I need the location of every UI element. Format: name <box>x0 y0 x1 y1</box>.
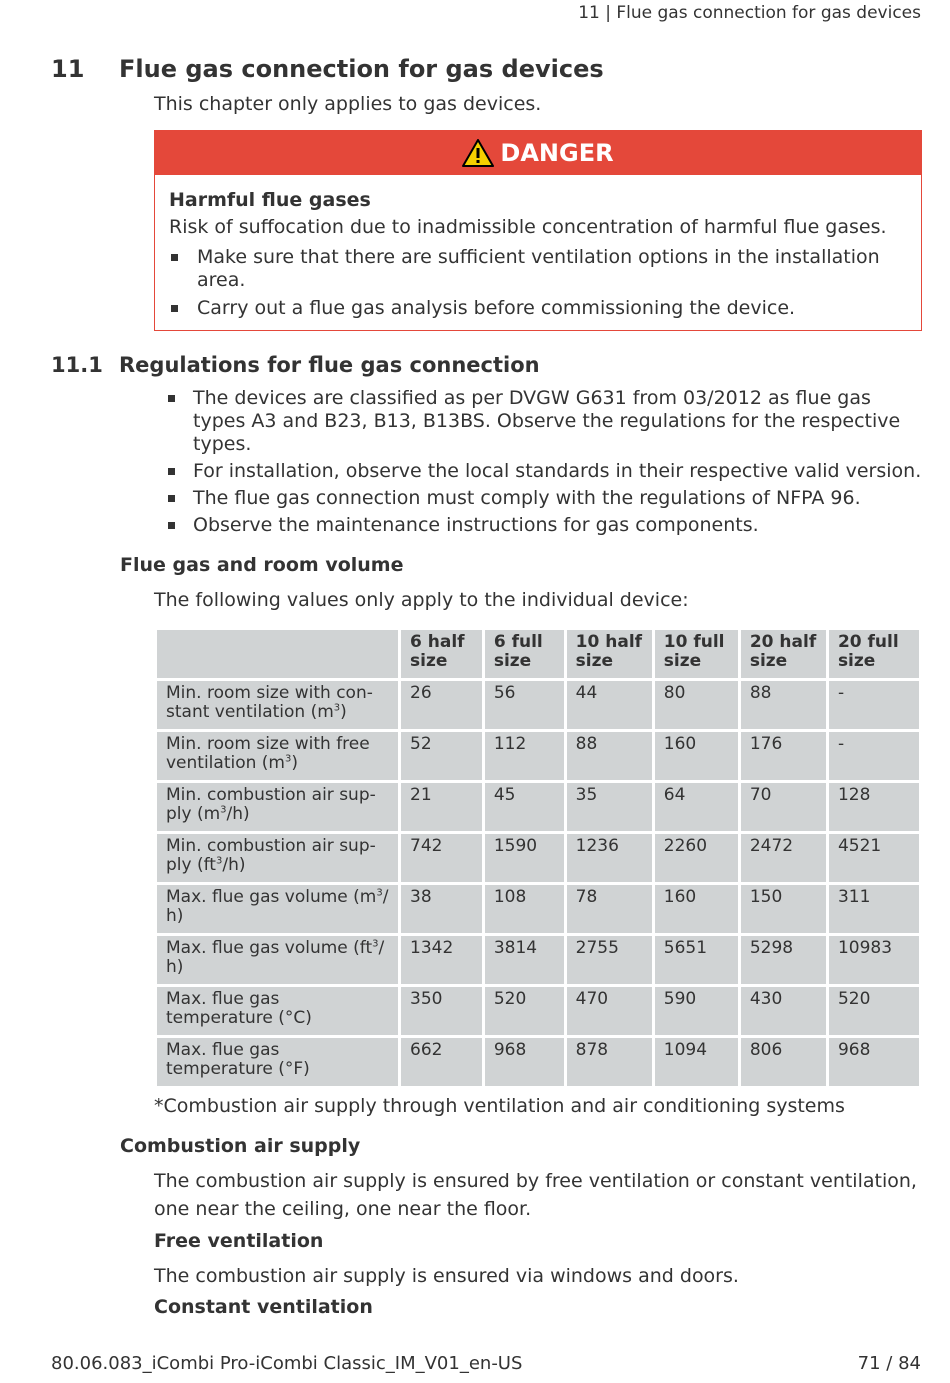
column-header: 20 full size <box>829 630 919 678</box>
section-number: 11.1 <box>51 353 103 377</box>
table-cell: 26 <box>401 681 482 729</box>
row-label: Max. flue gas volume ($m^3/$ h) <box>157 885 398 933</box>
table-cell: 44 <box>567 681 652 729</box>
table-row <box>157 1038 919 1086</box>
table-cell: 470 <box>567 987 652 1035</box>
regulations-list <box>166 387 926 541</box>
column-header: 20 half size <box>741 630 826 678</box>
table-cell: 160 <box>655 885 738 933</box>
section-title: Regulations for flue gas connection <box>119 353 540 377</box>
table-cell: 311 <box>829 885 919 933</box>
flue-gas-intro: The following values only apply to the individual device: <box>154 589 689 611</box>
table-cell: 4521 <box>829 834 919 882</box>
table-cell: 878 <box>567 1038 652 1086</box>
table-cell: 108 <box>485 885 564 933</box>
section-heading <box>51 353 540 377</box>
table-row <box>157 885 919 933</box>
table-cell: 56 <box>485 681 564 729</box>
table-cell: 968 <box>829 1038 919 1086</box>
constant-ventilation-heading: Constant ventilation <box>154 1296 373 1318</box>
danger-item: Make sure that there are sufficient ventilation options in the installation area. <box>169 246 907 292</box>
chapter-title: Flue gas connection for gas devices <box>119 55 604 83</box>
table-cell: 968 <box>485 1038 564 1086</box>
table-body <box>157 681 919 1086</box>
table-cell: 80 <box>655 681 738 729</box>
list-item: Observe the maintenance instructions for gas components. <box>166 514 926 537</box>
table-cell: 38 <box>401 885 482 933</box>
table-row <box>157 936 919 984</box>
footer-page-number: 71 / 84 <box>857 1353 921 1374</box>
list-item: The devices are classified as per DVGW G631 from 03/2012 as flue gas types A3 and B23, B13, B13BS. Observe the regulations for the respective types. <box>166 387 926 456</box>
chapter-number: 11 <box>51 55 85 83</box>
row-label: Min. room size with free ventilation $(m^3)$ <box>157 732 398 780</box>
table-cell: 1342 <box>401 936 482 984</box>
table-cell: 10983 <box>829 936 919 984</box>
free-ventilation-text: The combustion air supply is ensured via windows and doors. <box>154 1265 739 1287</box>
table-cell: 3814 <box>485 936 564 984</box>
table-cell: 35 <box>567 783 652 831</box>
table-cell: - <box>829 732 919 780</box>
running-header: 11 | Flue gas connection for gas devices <box>578 3 921 23</box>
table-cell: 2755 <box>567 936 652 984</box>
combustion-heading: Combustion air supply <box>120 1135 361 1157</box>
table-row <box>157 681 919 729</box>
table-cell: 88 <box>567 732 652 780</box>
table-cell: 1236 <box>567 834 652 882</box>
chapter-heading <box>51 55 604 83</box>
table-cell: 160 <box>655 732 738 780</box>
column-header: 10 half size <box>567 630 652 678</box>
danger-item: Carry out a flue gas analysis before commissioning the device. <box>169 297 907 320</box>
row-label: Max. flue gas volume ($ft^3/$ h) <box>157 936 398 984</box>
table-cell: 176 <box>741 732 826 780</box>
list-item: The flue gas connection must comply with the regulations of NFPA 96. <box>166 487 926 510</box>
table-cell: 430 <box>741 987 826 1035</box>
danger-header <box>155 131 921 175</box>
table-cell: 520 <box>485 987 564 1035</box>
row-label: Min. room size with con-stant ventilation $(m^3)$ <box>157 681 398 729</box>
table-cell: 5651 <box>655 936 738 984</box>
table-cell: 662 <box>401 1038 482 1086</box>
combustion-text: The combustion air supply is ensured by free ventilation or constant ventilation, one near the ceiling, one near the floor. <box>154 1170 917 1220</box>
row-label: Min. combustion air sup-ply $(m^3/h)$ <box>157 783 398 831</box>
table-row <box>157 732 919 780</box>
table-cell: 2472 <box>741 834 826 882</box>
bullet-icon <box>171 254 178 261</box>
chapter-intro: This chapter only applies to gas devices. <box>154 93 542 115</box>
table-cell: 78 <box>567 885 652 933</box>
bullet-icon <box>168 495 175 502</box>
row-label: Max. flue gas temperature (°F) <box>157 1038 398 1086</box>
table-corner-cell <box>157 630 398 678</box>
row-label: Min. combustion air sup-ply $(ft^3/h)$ <box>157 834 398 882</box>
warning-triangle-icon <box>462 139 494 167</box>
danger-title: Harmful flue gases <box>169 189 371 211</box>
table-cell: 70 <box>741 783 826 831</box>
table-header-row <box>157 630 919 678</box>
table-row <box>157 783 919 831</box>
bullet-icon <box>168 395 175 402</box>
danger-notice <box>154 130 922 331</box>
table-cell: 21 <box>401 783 482 831</box>
danger-text: Risk of suffocation due to inadmissible concentration of harmful flue gases. <box>169 216 887 238</box>
footer-doc-id: 80.06.083_iCombi Pro-iCombi Classic_IM_V01_en-US <box>51 1353 523 1374</box>
table-cell: 112 <box>485 732 564 780</box>
column-header: 6 half size <box>401 630 482 678</box>
table-cell: 150 <box>741 885 826 933</box>
table-footnote: *Combustion air supply through ventilation and air conditioning systems <box>154 1095 845 1117</box>
list-item: For installation, observe the local standards in their respective valid version. <box>166 460 926 483</box>
bullet-icon <box>168 468 175 475</box>
table-cell: 590 <box>655 987 738 1035</box>
column-header: 10 full size <box>655 630 738 678</box>
table-cell: 1590 <box>485 834 564 882</box>
table-cell: 5298 <box>741 936 826 984</box>
table-cell: 88 <box>741 681 826 729</box>
row-label: Max. flue gas temperature (°C) <box>157 987 398 1035</box>
free-ventilation-heading: Free ventilation <box>154 1230 324 1252</box>
table-row <box>157 834 919 882</box>
table-cell: 742 <box>401 834 482 882</box>
bullet-icon <box>168 522 175 529</box>
flue-gas-heading: Flue gas and room volume <box>120 554 404 576</box>
table-cell: 806 <box>741 1038 826 1086</box>
table-row <box>157 987 919 1035</box>
table-cell: 128 <box>829 783 919 831</box>
table-cell: 45 <box>485 783 564 831</box>
table-cell: 350 <box>401 987 482 1035</box>
bullet-icon <box>171 305 178 312</box>
table-cell: 52 <box>401 732 482 780</box>
table-cell: 520 <box>829 987 919 1035</box>
table-cell: 1094 <box>655 1038 738 1086</box>
table-cell: - <box>829 681 919 729</box>
table-cell: 64 <box>655 783 738 831</box>
danger-label: DANGER <box>500 139 614 167</box>
flue-gas-table <box>154 627 922 1089</box>
column-header: 6 full size <box>485 630 564 678</box>
table-cell: 2260 <box>655 834 738 882</box>
